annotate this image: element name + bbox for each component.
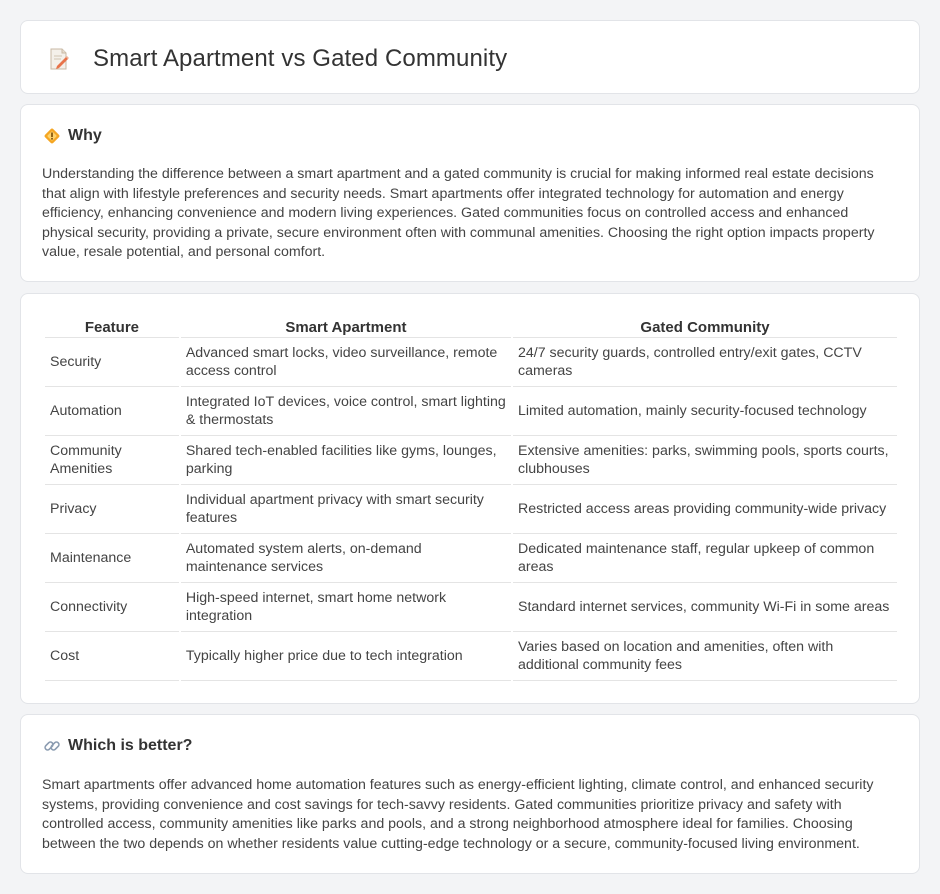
smart-apartment-cell: Advanced smart locks, video surveillance, remote access control xyxy=(181,338,511,387)
table-header-row xyxy=(45,316,897,338)
feature-cell: Automation xyxy=(45,387,179,436)
why-title: Why xyxy=(68,127,102,144)
feature-cell: Connectivity xyxy=(45,583,179,632)
header-gated-community: Gated Community xyxy=(513,316,897,338)
comparison-table-card xyxy=(20,293,920,704)
gated-community-cell: Limited automation, mainly security-focused technology xyxy=(513,387,897,436)
feature-cell: Cost xyxy=(45,632,179,681)
gated-community-cell: Restricted access areas providing community-wide privacy xyxy=(513,485,897,534)
header-feature: Feature xyxy=(45,316,179,338)
page-title: Smart Apartment vs Gated Community xyxy=(93,45,508,72)
gated-community-cell: Extensive amenities: parks, swimming pools, sports courts, clubhouses xyxy=(513,436,897,485)
gated-community-cell: Dedicated maintenance staff, regular upkeep of common areas xyxy=(513,534,897,583)
feature-cell: Community Amenities xyxy=(45,436,179,485)
smart-apartment-cell: Individual apartment privacy with smart security features xyxy=(181,485,511,534)
gated-community-cell: Standard internet services, community Wi-Fi in some areas xyxy=(513,583,897,632)
gated-community-cell: 24/7 security guards, controlled entry/exit gates, CCTV cameras xyxy=(513,338,897,387)
link-icon xyxy=(43,737,61,755)
feature-cell: Privacy xyxy=(45,485,179,534)
why-text: Understanding the difference between a smart apartment and a gated community is crucial for making informed real estate decisions that align with lifestyle preferences and security needs. Smart apartments offer integrated technology for automation and energy efficiency, enhancing convenience and modern living experiences. Gated communities focus on controlled access and enhanced physical security, providing a private, secure environment often with communal amenities. Choosing the right option impacts property value, resale potential, and personal comfort. xyxy=(42,166,875,260)
table-row xyxy=(45,387,897,436)
smart-apartment-cell: Typically higher price due to tech integration xyxy=(181,632,511,681)
table-row xyxy=(45,338,897,387)
which-is-better-title: Which is better? xyxy=(68,737,193,754)
table-row xyxy=(45,485,897,534)
feature-cell: Security xyxy=(45,338,179,387)
gated-community-cell: Varies based on location and amenities, often with additional community fees xyxy=(513,632,897,681)
which-is-better-text: Smart apartments offer advanced home automation features such as energy-efficient lighting, climate control, and enhanced security systems, providing convenience and cost savings for tech-savvy residents. Gated communities prioritize privacy and safety with controlled access, community amenities like parks and pools, and a strong neighborhood atmosphere ideal for families. Choosing between the two depends on whether residents value cutting-edge technology or a secure, community-focused living environment. xyxy=(42,777,874,852)
document-pencil-icon xyxy=(47,47,71,71)
why-section xyxy=(20,104,920,282)
table-row xyxy=(45,436,897,485)
table-row xyxy=(45,534,897,583)
smart-apartment-cell: Integrated IoT devices, voice control, smart lighting & thermostats xyxy=(181,387,511,436)
table-row xyxy=(45,583,897,632)
header-smart-apartment: Smart Apartment xyxy=(181,316,511,338)
diamond-warning-icon xyxy=(43,127,61,145)
comparison-table xyxy=(43,316,899,681)
smart-apartment-cell: High-speed internet, smart home network integration xyxy=(181,583,511,632)
smart-apartment-cell: Automated system alerts, on-demand maintenance services xyxy=(181,534,511,583)
feature-cell: Maintenance xyxy=(45,534,179,583)
which-is-better-section xyxy=(20,714,920,874)
smart-apartment-cell: Shared tech-enabled facilities like gyms, lounges, parking xyxy=(181,436,511,485)
header-card xyxy=(20,20,920,94)
table-row xyxy=(45,632,897,681)
